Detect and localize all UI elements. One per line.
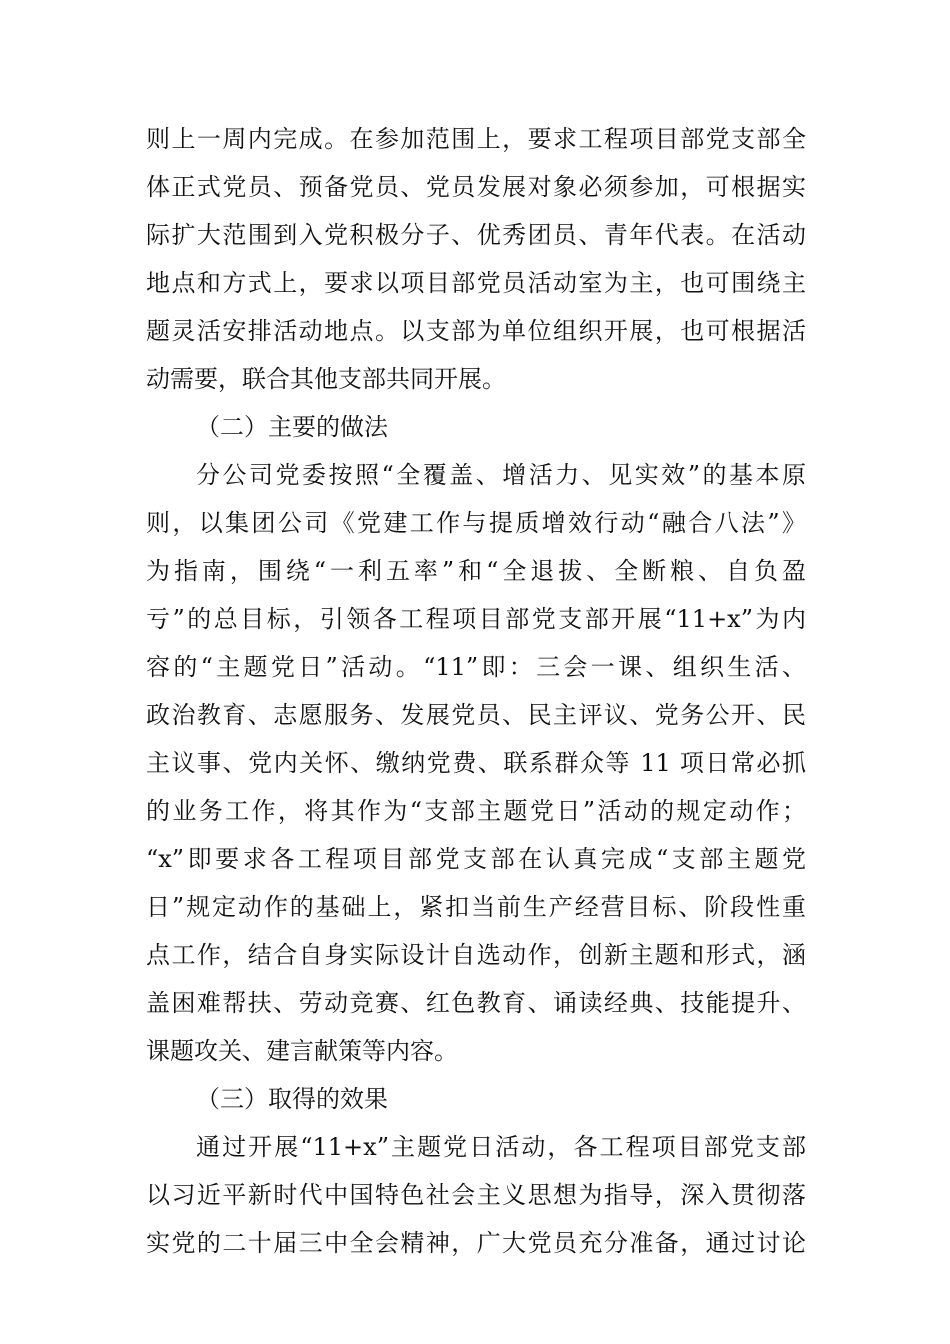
text-line: 亏”的总目标，引领各工程项目部党支部开展“11+x”为内 (146, 605, 806, 633)
text-line: 主议事、党内关怀、缴纳党费、联系群众等 11 项日常必抓 (146, 749, 806, 777)
text-line: “x”即要求各工程项目部党支部在认真完成“支部主题党 (146, 845, 806, 873)
text-line: 际扩大范围到入党积极分子、优秀团员、青年代表。在活动 (146, 221, 806, 249)
text-line: 的业务工作，将其作为“支部主题党日”活动的规定动作； (146, 797, 806, 825)
text-line: 以习近平新时代中国特色社会主义思想为指导，深入贯彻落 (146, 1181, 806, 1209)
text-line: 通过开展“11+x”主题党日活动，各工程项目部党支部 (196, 1133, 806, 1161)
paragraph-participation (146, 115, 806, 403)
section-heading-main-practices: （二）主要的做法 (196, 413, 388, 441)
paragraph-results (146, 1123, 806, 1267)
text-line: 分公司党委按照“全覆盖、增活力、见实效”的基本原 (196, 461, 806, 489)
text-line: 则上一周内完成。在参加范围上，要求工程项目部党支部全 (146, 125, 806, 153)
text-line: 动需要，联合其他支部共同开展。 (146, 365, 506, 393)
text-line: 课题攻关、建言献策等内容。 (146, 1037, 458, 1065)
text-line: 地点和方式上，要求以项目部党员活动室为主，也可围绕主 (146, 269, 806, 297)
text-line: 体正式党员、预备党员、党员发展对象必须参加，可根据实 (146, 173, 806, 201)
text-line: 盖困难帮扶、劳动竞赛、红色教育、诵读经典、技能提升、 (146, 989, 806, 1017)
text-line: 日”规定动作的基础上，紧扣当前生产经营目标、阶段性重 (146, 893, 806, 921)
text-line: 政治教育、志愿服务、发展党员、民主评议、党务公开、民 (146, 701, 806, 729)
text-line: 点工作，结合自身实际设计自选动作，创新主题和形式，涵 (146, 941, 806, 969)
document-body (146, 115, 806, 1267)
text-line: 容的“主题党日”活动。“11”即：三会一课、组织生活、 (146, 653, 806, 681)
paragraph-practices (146, 451, 806, 1075)
text-line: 题灵活安排活动地点。以支部为单位组织开展，也可根据活 (146, 317, 806, 345)
text-line: 为指南，围绕“一利五率”和“全退拔、全断粮、自负盈 (146, 557, 806, 585)
text-line: 则，以集团公司《党建工作与提质增效行动“融合八法”》 (146, 509, 806, 537)
section-heading-results: （三）取得的效果 (196, 1085, 388, 1113)
text-line: 实党的二十届三中全会精神，广大党员充分准备，通过讨论 (146, 1229, 806, 1257)
